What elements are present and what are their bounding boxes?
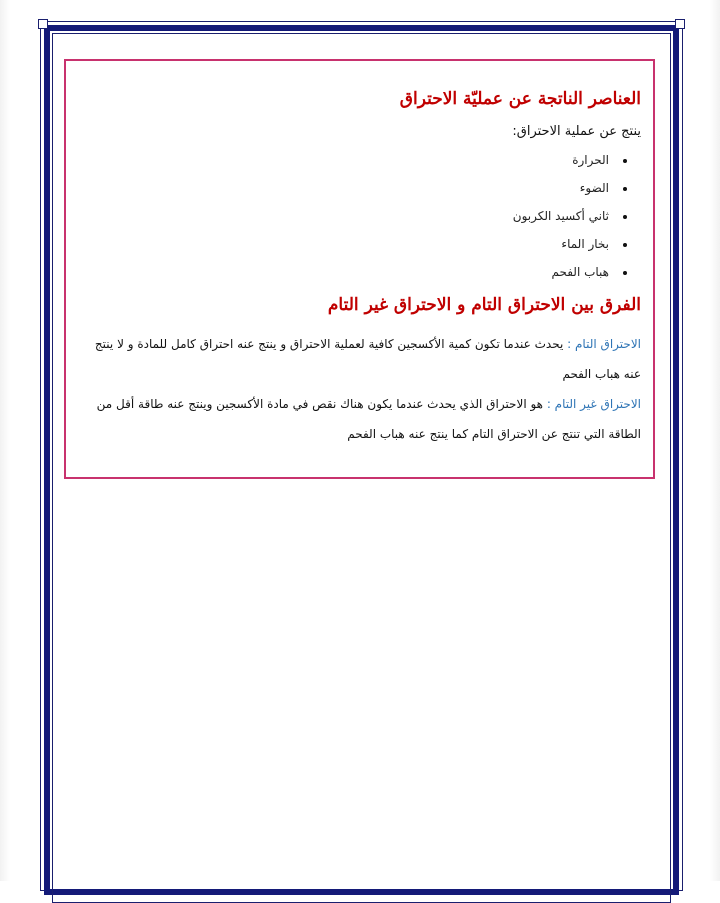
list-item bbox=[78, 235, 627, 263]
list-item-label: الضوء bbox=[579, 181, 609, 195]
list-item bbox=[78, 151, 627, 179]
intro-text: ينتج عن عملية الاحتراق: bbox=[512, 124, 641, 139]
frame-corner-ornament bbox=[38, 19, 48, 29]
list-item-label: ثاني أكسيد الكربون bbox=[512, 209, 609, 223]
list-item-label: الحرارة bbox=[572, 153, 609, 167]
complete-combustion-paragraph bbox=[78, 329, 641, 389]
list-item bbox=[78, 179, 627, 207]
heading-difference: الفرق بين الاحتراق التام و الاحتراق غير التام bbox=[327, 295, 641, 315]
bullet-icon bbox=[623, 215, 627, 219]
bullet-icon bbox=[623, 271, 627, 275]
list-item bbox=[78, 207, 627, 235]
complete-combustion-text: يحدث عندما تكون كمية الأكسجين كافية لعملية الاحتراق و ينتج عنه احتراق كامل للمادة و لا ينتج عنه هباب الفحم bbox=[94, 337, 641, 381]
frame-corner-ornament bbox=[675, 19, 685, 29]
incomplete-combustion-term: الاحتراق غير التام : bbox=[546, 397, 641, 411]
bullet-icon bbox=[623, 187, 627, 191]
content-box bbox=[64, 59, 655, 479]
list-item-label: بخار الماء bbox=[561, 237, 609, 251]
products-list bbox=[78, 151, 641, 291]
bullet-icon bbox=[623, 159, 627, 163]
complete-combustion-term: الاحتراق التام : bbox=[567, 337, 641, 351]
list-item-label: هباب الفحم bbox=[551, 265, 609, 279]
bullet-icon bbox=[623, 243, 627, 247]
incomplete-combustion-paragraph bbox=[78, 389, 641, 449]
heading-combustion-products: العناصر الناتجة عن عمليّة الاحتراق bbox=[399, 89, 641, 109]
list-item bbox=[78, 263, 627, 291]
incomplete-combustion-text: هو الاحتراق الذي يحدث عندما يكون هناك نقص في مادة الأكسجين وينتج عنه طاقة أقل من الطاقة التي تنتج عن الاحتراق التام كما ينتج عنه هباب الفحم bbox=[96, 397, 641, 441]
